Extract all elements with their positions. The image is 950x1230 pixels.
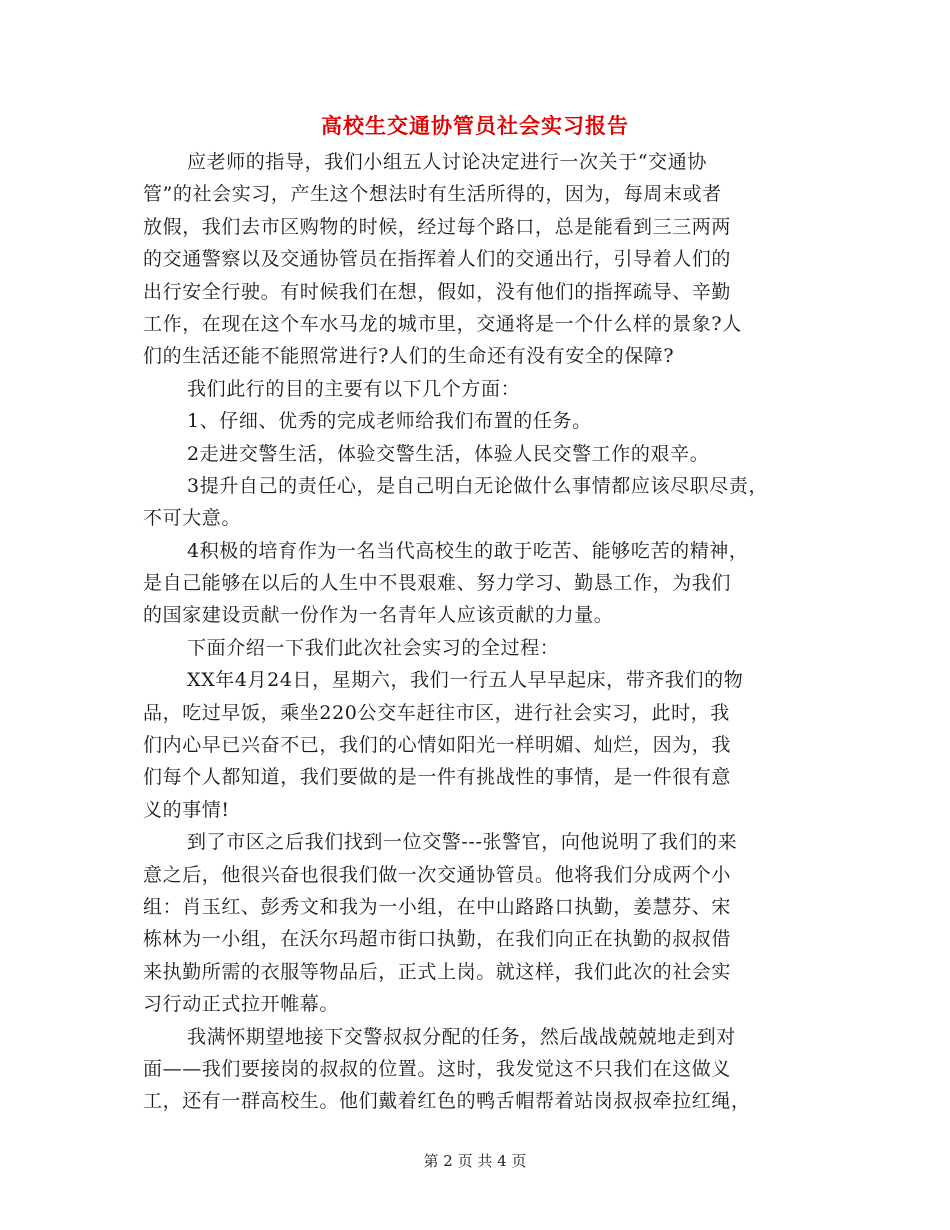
text-line: 栋林为一小组，在沃尔玛超市街口执勤，在我们向正在执勤的叔叔借	[143, 928, 732, 951]
text-line: 们的生活还能不能照常进行?人们的生命还有没有安全的保障?	[143, 345, 675, 368]
text-line: 2走进交警生活，体验交警生活，体验人民交警工作的艰辛。	[187, 442, 710, 465]
text-line: XX年4月24日，星期六，我们一行五人早早起床，带齐我们的物	[187, 669, 744, 692]
text-line: 管”的社会实习，产生这个想法时有生活所得的，因为，每周末或者	[143, 183, 722, 206]
text-line: 是自己能够在以后的人生中不畏艰难、努力学习、勤恳工作，为我们	[143, 572, 732, 595]
text-line: 的国家建设贡献一份作为一名青年人应该贡献的力量。	[143, 604, 614, 627]
text-line: 我满怀期望地接下交警叔叔分配的任务，然后战战兢兢地走到对	[187, 1025, 736, 1048]
text-line: 工，还有一群高校生。他们戴着红色的鸭舌帽帮着站岗叔叔牵拉红绳，	[143, 1090, 751, 1113]
text-line: 放假，我们去市区购物的时候，经过每个路口，总是能看到三三两两	[143, 215, 732, 238]
text-line: 1、仔细、优秀的完成老师给我们布置的任务。	[187, 410, 592, 433]
text-line: 下面介绍一下我们此次社会实习的全过程：	[187, 636, 560, 659]
text-line: 到了市区之后我们找到一位交警---张警官，向他说明了我们的来	[187, 831, 738, 854]
text-line: 3提升自己的责任心，是自己明白无论做什么事情都应该尽职尽责，	[187, 474, 769, 497]
text-line: 义的事情!	[143, 798, 230, 821]
text-line: 意之后，他很兴奋也很我们做一次交通协管员。他将我们分成两个小	[143, 863, 732, 886]
text-line: 出行安全行驶。有时候我们在想，假如，没有他们的指挥疏导、辛勤	[143, 280, 732, 303]
text-line: 们每个人都知道，我们要做的是一件有挑战性的事情，是一件很有意	[143, 766, 732, 789]
page-number-footer: 第 2 页 共 4 页	[423, 1152, 527, 1170]
text-line: 品，吃过早饭，乘坐220公交车赶往市区，进行社会实习，此时，我	[143, 701, 730, 724]
text-line: 我们此行的目的主要有以下几个方面：	[187, 377, 521, 400]
text-line: 来执勤所需的衣服等物品后，正式上岗。就这样，我们此次的社会实	[143, 960, 732, 983]
text-line: 的交通警察以及交通协管员在指挥着人们的交通出行，引导着人们的	[143, 248, 732, 271]
text-line: 习行动正式拉开帷幕。	[143, 993, 340, 1016]
text-line: 不可大意。	[143, 507, 242, 530]
text-line: 面——我们要接岗的叔叔的位置。这时，我发觉这不只我们在这做义	[143, 1057, 732, 1080]
report-body	[143, 146, 823, 1118]
text-line: 应老师的指导，我们小组五人讨论决定进行一次关于“交通协	[187, 151, 707, 173]
text-line: 组：肖玉红、彭秀文和我为一小组，在中山路路口执勤，姜慧芬、宋	[143, 895, 732, 918]
text-line: 工作，在现在这个车水马龙的城市里，交通将是一个什么样的景象?人	[143, 312, 742, 335]
page-title: 高校生交通协管员社会实习报告	[321, 113, 629, 138]
text-line: 们内心早已兴奋不已，我们的心情如阳光一样明媚、灿烂，因为，我	[143, 734, 732, 757]
text-line: 4积极的培育作为一名当代高校生的敢于吃苦、能够吃苦的精神，	[187, 539, 749, 562]
